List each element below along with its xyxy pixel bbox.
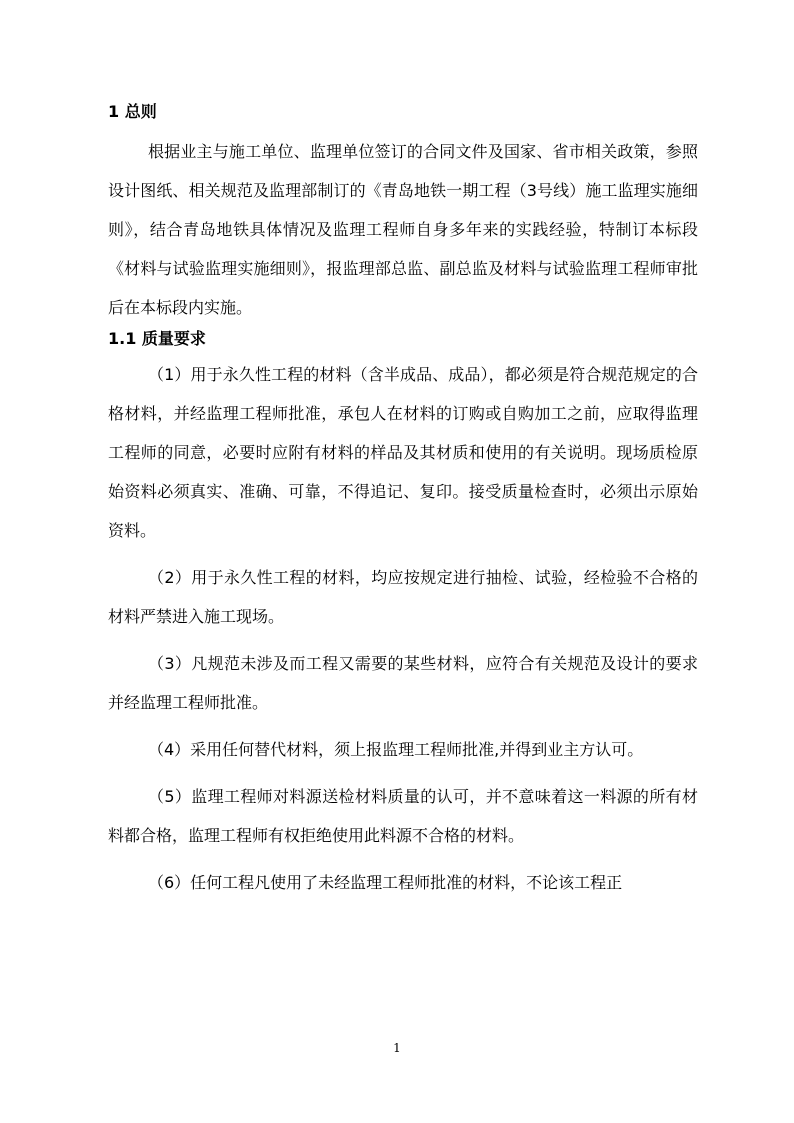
page-number: 1 — [393, 1041, 401, 1055]
requirement-item-2: （2）用于永久性工程的材料，均应按规定进行抽检、试验，经检验不合格的材料严禁进入施工现场。 — [108, 568, 698, 626]
document-body — [108, 100, 698, 902]
paragraph-gap — [108, 855, 698, 863]
requirement-item-1: （1）用于永久性工程的材料（含半成品、成品），都必须是符合规范规定的合格材料，并经监理工程师批准，承包人在材料的订购或自购加工之前，应取得监理工程师的同意，必要时应附有材料的样品及其材质和使用的有关说明。现场质检原始资料必须真实、准确、可靠，不得追记、复印。接受质量检查时，必须出示原始资料。 — [108, 365, 698, 540]
paragraph-gap — [108, 550, 698, 558]
requirement-item-5: （5）监理工程师对料源送检材料质量的认可，并不意味着这一料源的所有材料都合格，监理工程师有权拒绝使用此料源不合格的材料。 — [108, 787, 698, 845]
paragraph-gap — [108, 769, 698, 777]
subsection-title: 1.1 质量要求 — [108, 329, 206, 348]
section-title: 1 总则 — [108, 102, 157, 121]
paragraph-gap — [108, 636, 698, 644]
intro-paragraph: 根据业主与施工单位、监理单位签订的合同文件及国家、省市相关政策，参照设计图纸、相关规范及监理部制订的《青岛地铁一期工程（3号线）施工监理实施细则》，结合青岛地铁具体情况及监理工程师自身多年来的实践经验，特制订本标段《材料与试验监理实施细则》，报监理部总监、副总监及材料与试验监理工程师审批后在本标段内实施。 — [108, 142, 698, 317]
requirement-item-6: （6）任何工程凡使用了未经监理工程师批准的材料，不论该工程正 — [148, 873, 623, 892]
paragraph-gap — [108, 722, 698, 730]
requirement-item-4: （4）采用任何替代材料，须上报监理工程师批准,并得到业主方认可。 — [148, 740, 644, 759]
requirement-item-3: （3）凡规范未涉及而工程又需要的某些材料，应符合有关规范及设计的要求并经监理工程师批准。 — [108, 654, 698, 712]
